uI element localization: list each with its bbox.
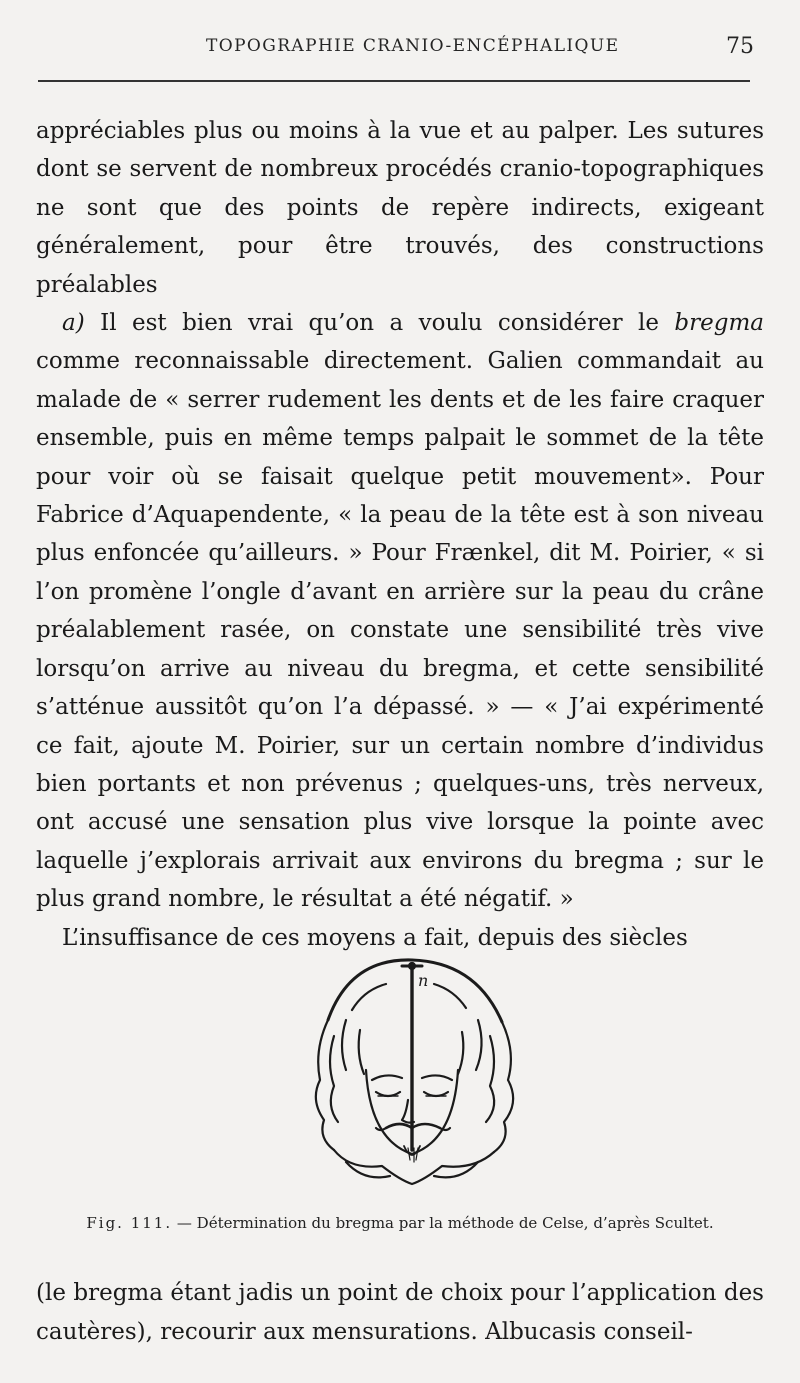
figure-caption <box>36 1214 764 1232</box>
figure-111 <box>290 950 530 1190</box>
paragraph-1: appréciables plus ou moins à la vue et au palper. Les sutures dont se servent de nombreux procédés cranio-topographiques ne sont que des points de repère indirects, exigeant généralement, pour être trouvés, des constructions préalables <box>36 118 764 298</box>
running-header <box>36 36 764 70</box>
paragraph-2-text-a: Il est bien vrai qu’on a voulu considérer le <box>84 310 675 337</box>
main-text <box>36 112 764 957</box>
paragraph-2 <box>36 304 764 919</box>
caption-label: Fig. 111. <box>86 1214 173 1232</box>
page-number: 75 <box>726 34 754 59</box>
continuation-text <box>36 1274 764 1352</box>
header-rule <box>38 80 750 82</box>
caption-text: — Détermination du bregma par la méthode de Celse, d’après Scultet. <box>172 1214 714 1232</box>
head-illustration <box>290 950 530 1190</box>
paragraph-3: L’insuffisance de ces moyens a fait, depuis des siècles <box>62 924 688 951</box>
term-bregma: bregma <box>674 310 764 337</box>
running-title: TOPOGRAPHIE CRANIO-ENCÉPHALIQUE <box>206 36 620 56</box>
paragraph-4: (le bregma étant jadis un point de choix pour l’application des cautères), recourir aux mensurations. Albucasis conseil- <box>36 1280 764 1345</box>
point-label-n: n <box>418 971 429 990</box>
list-marker: a) <box>62 310 85 337</box>
paragraph-2-text-b: comme reconnaissable directement. Galien commandait au malade de « serrer rudement les dents et de les faire craquer ensemble, puis en même temps palpait le sommet de la tête pour voir où se faisait quelque petit mouvement». Pour Fabrice d’Aquapendente, « la peau de la tête est à son niveau plus enfoncée qu’ailleurs. » Pour Frænkel, dit M. Poirier, « si l’on promène l’ongle d’avant en arrière sur la peau du crâne préalablement rasée, on constate une sensibilité très vive lorsqu’on arrive au niveau du bregma, et cette sensibilité s’atténue aussitôt qu’on l’a dépassé. » — « J’ai expérimenté ce fait, ajoute M. Poirier, sur un certain nombre d’individus bien portants et non prévenus ; quelques-uns, très nerveux, ont accusé une sensation plus vive lorsque la pointe avec laquelle j’explorais arrivait aux environs du bregma ; sur le plus grand nombre, le résultat a été négatif. » <box>36 348 764 913</box>
